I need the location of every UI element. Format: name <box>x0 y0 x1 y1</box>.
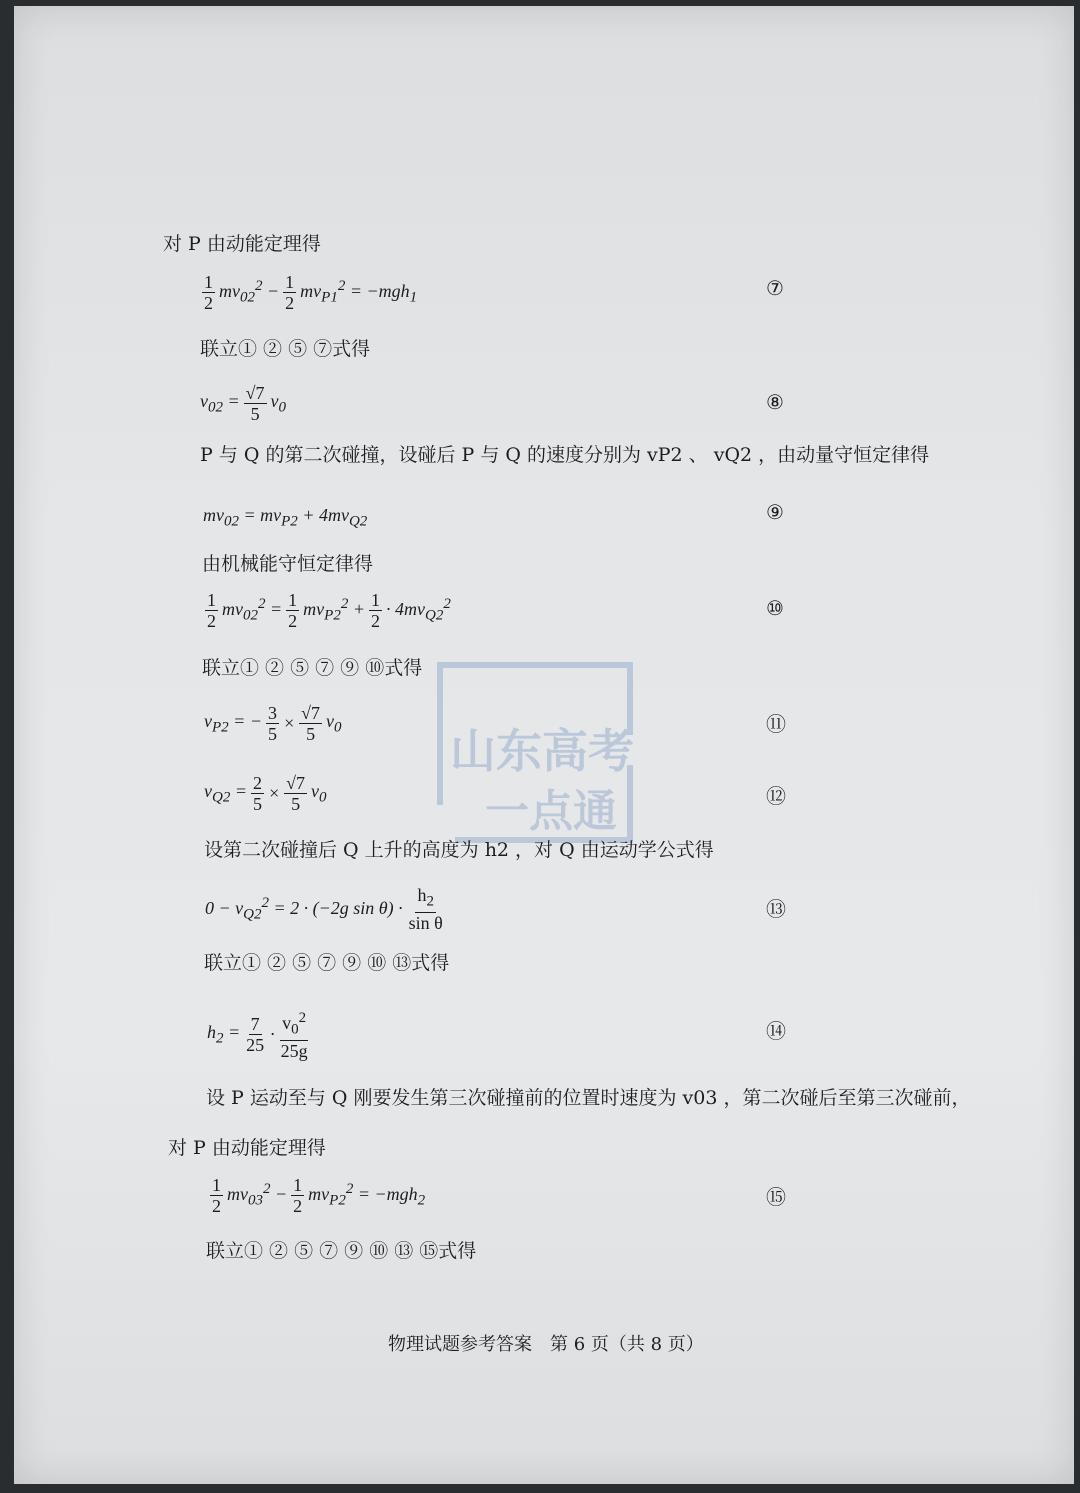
text-line-5: 联立① ② ⑤ ⑦ ⑨ ⑩式得 <box>202 657 423 679</box>
equation-7: $\frac{1}{2}$ $mv_{02}^2$ − $\frac{1}{2}$ $mv_{P1}^2 = -mgh_1$ <box>204 272 418 313</box>
equation-number-7: ⑦ <box>766 276 784 300</box>
equation-13: $0 - v_{Q2}^2 = 2 \cdot (-2g$ sin θ) · $\frac{h_2}{\text{sin θ}}$ <box>205 885 443 933</box>
text-line-3: P 与 Q 的第二次碰撞，设碰后 P 与 Q 的速度分别为 vP2 、 vQ2 ，由动量守恒定律得 <box>200 444 930 466</box>
equation-number-8: ⑧ <box>766 390 784 414</box>
equation-11: $v_{P2}$ = − $\frac{3}{5}$ × $\frac{√7}{5}$ $v_0$ <box>204 703 342 744</box>
text-line-9: 对 P 由动能定理得 <box>168 1137 326 1159</box>
equation-number-9: ⑨ <box>766 500 784 524</box>
text-line-8: 设 P 运动至与 Q 刚要发生第三次碰撞前的位置时速度为 v03 ，第二次碰后至第三次碰前， <box>206 1087 971 1109</box>
equation-10: $\frac{1}{2}$ $mv_{02}^2$ = $\frac{1}{2}$ $mv_{P2}^2$ + $\frac{1}{2}$ · $4mv_{Q2}^2$ <box>207 590 451 631</box>
watermark-text-1: 山东高考 <box>450 724 634 778</box>
equation-number-10: ⑩ <box>766 596 784 620</box>
text-line-4: 由机械能守恒定律得 <box>202 553 374 575</box>
text-line-7: 联立① ② ⑤ ⑦ ⑨ ⑩ ⑬式得 <box>204 952 450 974</box>
equation-number-15: ⑮ <box>766 1185 786 1209</box>
equation-number-13: ⑬ <box>766 897 786 921</box>
equation-8: $v_{02}$ = $\frac{√7}{5}$ $v_0$ <box>200 383 287 424</box>
equation-14: $h_2$ = $\frac{7}{25}$ · $\frac{v_0^2}{25g}$ <box>207 1010 308 1061</box>
text-line-6: 设第二次碰撞后 Q 上升的高度为 h2 ，对 Q 由运动学公式得 <box>204 839 714 861</box>
watermark-text-2: 一点通 <box>485 786 617 837</box>
page-footer: 物理试题参考答案 第 6 页（共 8 页） <box>388 1334 704 1355</box>
equation-number-14: ⑭ <box>766 1019 786 1043</box>
text-line-2: 联立① ② ⑤ ⑦式得 <box>200 338 371 360</box>
equation-number-11: ⑪ <box>766 712 786 736</box>
equation-number-12: ⑫ <box>766 784 786 808</box>
watermark-logo <box>430 655 645 845</box>
equation-15: $\frac{1}{2}$ $mv_{03}^2$ − $\frac{1}{2}$ $mv_{P2}^2 = -mgh_2$ <box>212 1175 426 1216</box>
text-line-1: 对 P 由动能定理得 <box>163 233 321 255</box>
equation-12: $v_{Q2}$ = $\frac{2}{5}$ × $\frac{√7}{5}$ $v_0$ <box>204 773 327 814</box>
text-line-10: 联立① ② ⑤ ⑦ ⑨ ⑩ ⑬ ⑮式得 <box>206 1240 477 1262</box>
equation-9: $mv_{02} = mv_{P2} + 4mv_{Q2}$ <box>203 505 368 530</box>
